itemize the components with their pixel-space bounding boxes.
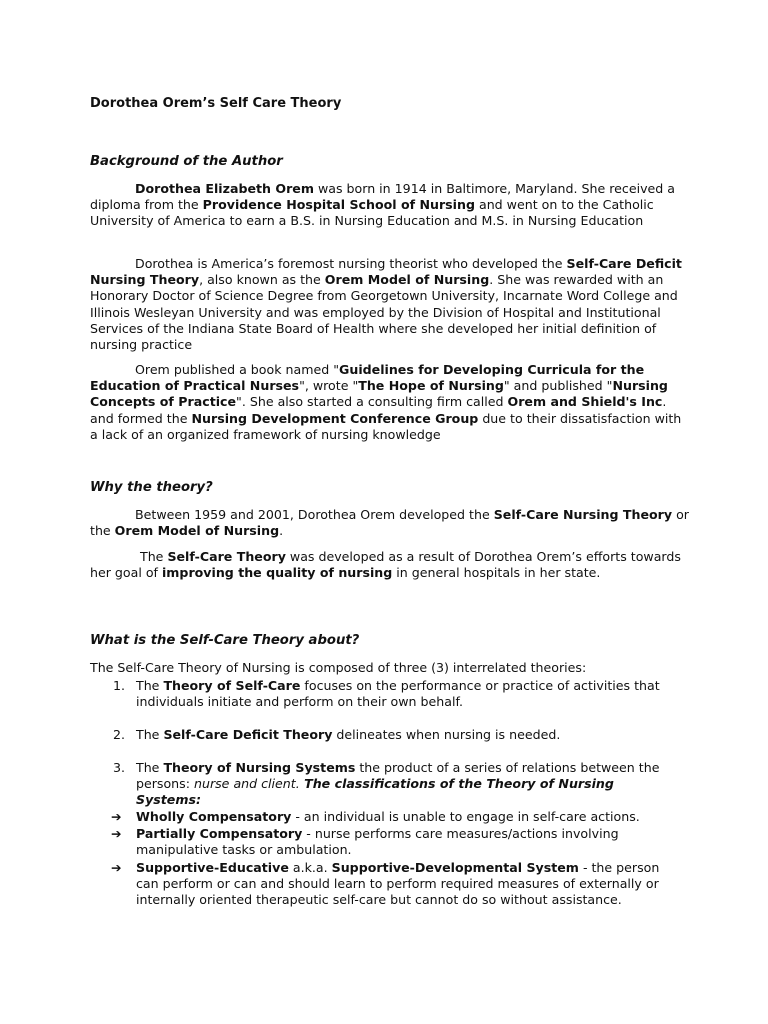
arrow-icon: ➔ — [111, 809, 122, 824]
about-heading: What is the Self-Care Theory about? — [90, 633, 360, 648]
list-item: 2. The Self-Care Deficit Theory delineates when nursing is needed. — [113, 727, 561, 742]
system-item-partially-compensatory: ➔ Partially Compensatory - nurse performs care measures/actions involving manipulative tasks or ambulation. — [111, 826, 619, 858]
system-item-supportive-educative: ➔ Supportive-Educative a.k.a. Supportive-Developmental System - the person can perform or can and should learn to perform required measures of externally or internally oriented therapeutic self-care but cannot do so without assistance. — [111, 860, 660, 908]
background-paragraph-3: Orem published a book named "Guidelines for Developing Curricula for the Education of Practical Nurses", wrote "The Hope of Nursing" and published "Nursing Concepts of Practice". She also started a consulting firm called Orem and Shield's Inc. and formed the Nursing Development Conference Group due to their dissatisfaction with a lack of an organized framework of nursing knowledge — [90, 362, 682, 442]
list-item: 3. The Theory of Nursing Systems the product of a series of relations between the persons: nurse and client. The classifications of the Theory of Nursing Systems: — [113, 760, 660, 808]
background-paragraph-2: Dorothea is America’s foremost nursing theorist who developed the Self-Care Deficit Nursing Theory, also known as the Orem Model of Nursing. She was rewarded with an Honorary Doctor of Science Degree from Georgetown University, Incarnate Word College and Illinois Wesleyan University and was employed by the Division of Hospital and Institutional Services of the Indiana State Board of Health where she developed her initial definition of nursing practice — [90, 256, 682, 353]
about-intro: The Self-Care Theory of Nursing is composed of three (3) interrelated theories: — [90, 660, 587, 675]
why-heading: Why the theory? — [90, 480, 213, 495]
background-paragraph-1: Dorothea Elizabeth Orem was born in 1914 in Baltimore, Maryland. She received a diploma from the Providence Hospital School of Nursing and went on to the Catholic University of America to earn a B.S. in Nursing Education and M.S. in Nursing Education — [90, 181, 675, 229]
arrow-icon: ➔ — [111, 826, 122, 841]
why-paragraph-2: The Self-Care Theory was developed as a result of Dorothea Orem’s efforts towards her goal of improving the quality of nursing in general hospitals in her state. — [90, 549, 681, 581]
arrow-icon: ➔ — [111, 860, 122, 875]
document-title: Dorothea Orem’s Self Care Theory — [90, 96, 342, 111]
background-heading: Background of the Author — [90, 154, 283, 169]
list-item: 1. The Theory of Self-Care focuses on the performance or practice of activities that individuals initiate and perform on their own behalf. — [113, 678, 660, 710]
system-item-wholly-compensatory: ➔ Wholly Compensatory - an individual is unable to engage in self-care actions. — [111, 809, 640, 824]
why-paragraph-1: Between 1959 and 2001, Dorothea Orem developed the Self-Care Nursing Theory or the Orem Model of Nursing. — [90, 507, 689, 539]
